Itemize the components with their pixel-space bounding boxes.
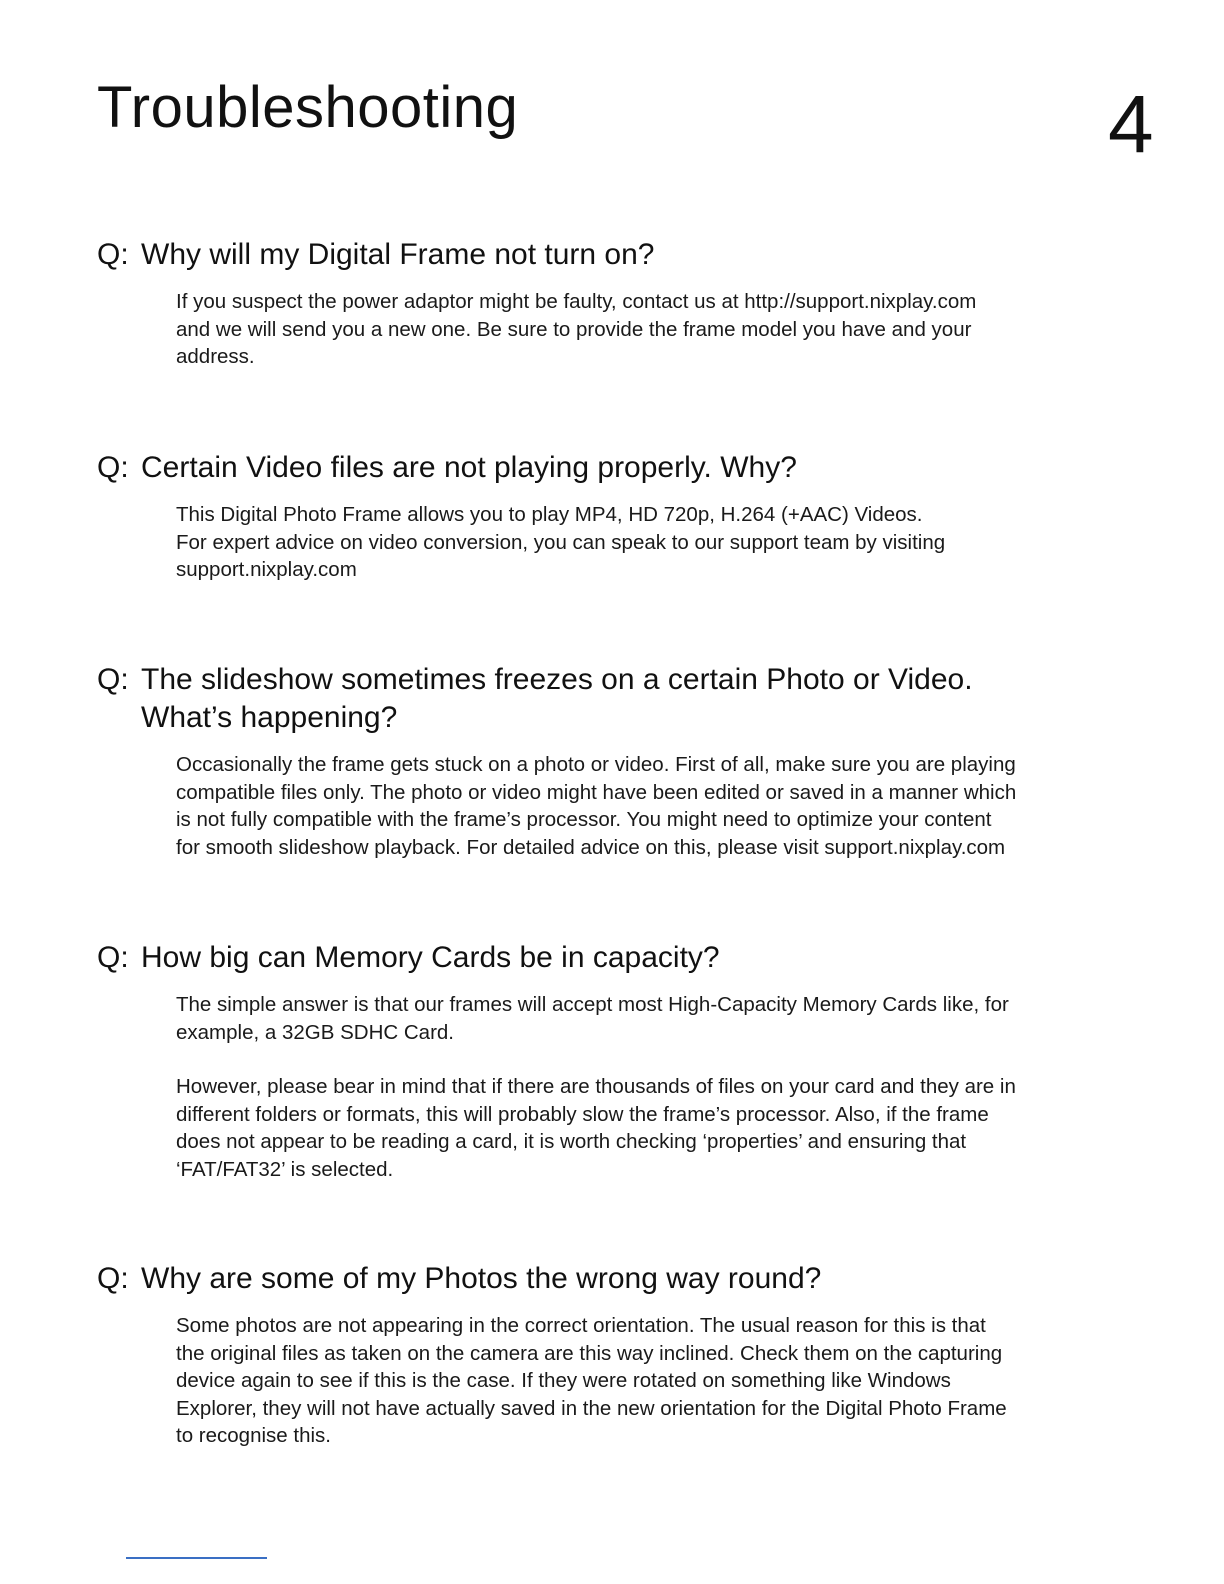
question-text: The slideshow sometimes freezes on a certain Photo or Video. What’s happening? <box>141 663 973 734</box>
faq-item <box>97 661 1137 861</box>
faq-answer <box>176 1312 1137 1450</box>
question-prefix: Q: <box>97 451 129 484</box>
faq-item <box>97 449 1137 584</box>
question-text: How big can Memory Cards be in capacity? <box>141 941 720 974</box>
faq-question <box>97 939 1137 977</box>
question-text: Why are some of my Photos the wrong way round? <box>141 1262 822 1295</box>
question-text: Why will my Digital Frame not turn on? <box>141 238 655 271</box>
question-prefix: Q: <box>97 1262 129 1295</box>
faq-answer <box>176 288 1137 371</box>
question-prefix: Q: <box>97 663 129 696</box>
faq-question <box>97 449 1137 487</box>
faq-item <box>97 939 1137 1183</box>
page-number: 4 <box>1108 79 1154 170</box>
answer-paragraph: However, please bear in mind that if there are thousands of files on your card and they are in different folders or formats, this will probably slow the frame’s processor. Also, if the frame does not appear to be reading a card, it is worth checking ‘properties’ and ensuring that ‘FAT/FAT32’ is selected. <box>176 1075 1016 1181</box>
faq-item <box>97 1260 1137 1450</box>
faq-question <box>97 1260 1137 1298</box>
faq-question <box>97 236 1137 274</box>
question-prefix: Q: <box>97 941 129 974</box>
question-prefix: Q: <box>97 238 129 271</box>
faq-answer <box>176 751 1137 861</box>
page-title: Troubleshooting <box>97 75 519 140</box>
answer-paragraph: If you suspect the power adaptor might be faulty, contact us at http://support.nixplay.com and we will send you a new one. Be sure to provide the frame model you have and your address. <box>176 290 977 368</box>
answer-paragraph: The simple answer is that our frames will accept most High-Capacity Memory Cards like, for example, a 32GB SDHC Card. <box>176 993 1009 1044</box>
question-text: Certain Video files are not playing properly. Why? <box>141 451 797 484</box>
footer-divider <box>126 1557 267 1559</box>
faq-item <box>97 236 1137 371</box>
answer-paragraph: This Digital Photo Frame allows you to play MP4, HD 720p, H.264 (+AAC) Videos. For expert advice on video conversion, you can speak to our support team by visiting support.nixplay.com <box>176 503 946 581</box>
faq-answer <box>176 991 1137 1183</box>
faq-answer <box>176 501 1137 584</box>
answer-paragraph: Occasionally the frame gets stuck on a photo or video. First of all, make sure you are playing compatible files only. The photo or video might have been edited or saved in a manner which is not fully compatible with the frame’s processor. You might need to optimize your content for smooth slideshow playback. For detailed advice on this, please visit support.nixplay.com <box>176 753 1017 859</box>
answer-paragraph: Some photos are not appearing in the correct orientation. The usual reason for this is that the original files as taken on the camera are this way inclined. Check them on the capturing device again to see if this is the case. If they were rotated on something like Windows Explorer, they will not have actually saved in the new orientation for the Digital Photo Frame to recognise this. <box>176 1314 1007 1447</box>
faq-question <box>97 661 1137 737</box>
